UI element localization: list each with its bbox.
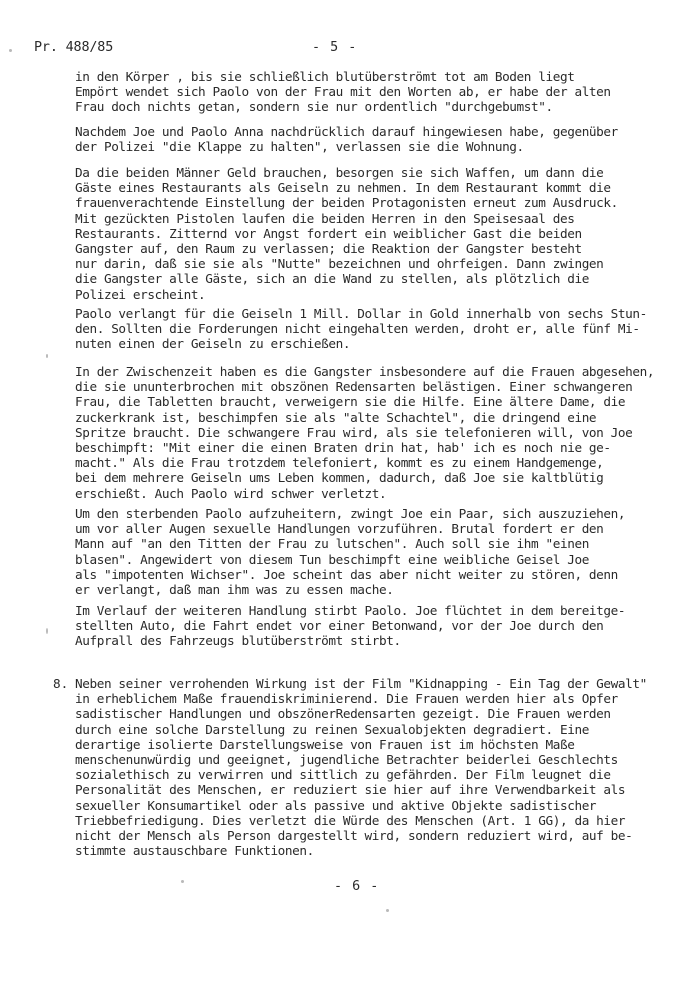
text-line: stimmte austauschbare Funktionen. [75, 843, 314, 859]
paragraph-1 [75, 69, 645, 115]
text-line: menschenunwürdig und geeignet, jugendliche Betrachter beiderlei Geschlechts [75, 752, 618, 768]
paragraph-6 [75, 506, 645, 597]
text-line: Personalität des Menschen, er reduziert sie hier auf ihre Verwendbarkeit als [75, 782, 626, 798]
page-footer-number: - 6 - [334, 879, 380, 894]
text-line: blasen". Angewidert von diesem Tun beschimpft eine weibliche Geisel Joe [75, 551, 589, 567]
text-line: der Polizei "die Klappe zu halten", verlassen sie die Wohnung. [75, 139, 524, 155]
text-line: nuten einen der Geiseln zu erschießen. [75, 336, 351, 352]
text-line: die Gangster alle Gäste, sich an die Wand zu stellen, als plötzlich die [75, 271, 589, 287]
text-line: Gäste eines Restaurants als Geiseln zu nehmen. In dem Restaurant kommt die [75, 180, 611, 196]
text-line: er verlangt, daß man ihm was zu essen mache. [75, 582, 394, 598]
text-line: frauenverachtende Einstellung der beiden Protagonisten erneut zum Ausdruck. [75, 195, 618, 211]
scan-speck [386, 909, 389, 912]
paragraph-2 [75, 124, 645, 154]
text-line: derartige isolierte Darstellungsweise von Frauen ist im höchsten Maße [75, 736, 575, 752]
text-line: bei dem mehrere Geiseln ums Leben kommen, dadurch, daß Joe sie kaltblütig [75, 470, 604, 486]
scan-speck [9, 49, 12, 52]
text-line: Triebbefriedigung. Dies verletzt die Würde des Menschen (Art. 1 GG), da hier [75, 812, 626, 828]
text-line: zuckerkrank ist, beschimpfen sie als "alte Schachtel", die dringend eine [75, 409, 597, 425]
section-8-paragraph [75, 676, 645, 858]
text-line: in erheblichem Maße frauendiskriminierend. Die Frauen werden hier als Opfer [75, 691, 618, 707]
paragraph-7 [75, 603, 645, 649]
text-line: Um den sterbenden Paolo aufzuheitern, zwingt Joe ein Paar, sich auszuziehen, [75, 506, 626, 521]
page-header-reference: Pr. 488/85 [34, 40, 114, 55]
text-line: sozialethisch zu verwirren und sittlich zu gefährden. Der Film leugnet die [75, 767, 611, 783]
text-line: nur darin, daß sie sie als "Nutte" bezeichnen und ohrfeigen. Dann zwingen [75, 256, 604, 272]
text-line: sexueller Konsumartikel oder als passive und aktive Objekte sadistischer [75, 797, 597, 813]
text-line: beschimpft: "Mit einer die einen Braten drin hat, hab' ich es noch nie ge- [75, 440, 611, 456]
text-line: um vor aller Augen sexuelle Handlungen vorzuführen. Brutal fordert er den [75, 521, 604, 537]
text-line: Da die beiden Männer Geld brauchen, besorgen sie sich Waffen, um dann die [75, 165, 604, 180]
text-line: sadistischer Handlungen und obszönerRedensarten gezeigt. Die Frauen werden [75, 706, 611, 722]
text-line: Im Verlauf der weiteren Handlung stirbt Paolo. Joe flüchtet in dem bereitge- [75, 603, 626, 618]
text-line: durch eine solche Darstellung zu reinen Sexualobjekten degradiert. Eine [75, 721, 589, 737]
text-line: In der Zwischenzeit haben es die Gangster insbesondere auf die Frauen abgesehen, [75, 364, 655, 379]
text-line: den. Sollten die Forderungen nicht eingehalten werden, droht er, alle fünf Mi- [75, 321, 640, 337]
text-line: die sie ununterbrochen mit obszönen Redensarten belästigen. Einer schwangeren [75, 379, 633, 395]
page-header-number: - 5 - [312, 40, 358, 55]
text-line: Nachdem Joe und Paolo Anna nachdrücklich darauf hingewiesen habe, gegenüber [75, 124, 618, 139]
text-line: Empört wendet sich Paolo von der Frau mit den Worten ab, er habe der alten [75, 84, 611, 100]
text-line: Restaurants. Zitternd vor Angst fordert ein weiblicher Gast die beiden [75, 225, 582, 241]
scan-speck [181, 880, 184, 883]
text-line: Gangster auf, den Raum zu verlassen; die Reaktion der Gangster besteht [75, 241, 582, 257]
scan-speck [46, 628, 48, 634]
text-line: Frau, die Tabletten braucht, verweigern sie die Hilfe. Eine ältere Dame, die [75, 394, 626, 410]
text-line: Mann auf "an den Titten der Frau zu lutschen". Auch soll sie ihm "einen [75, 536, 589, 552]
text-line: Frau doch nichts getan, sondern sie nur ordentlich "durchgebumst". [75, 99, 553, 115]
text-line: Paolo verlangt für die Geiseln 1 Mill. Dollar in Gold innerhalb von sechs Stun- [75, 306, 647, 321]
text-line: erschießt. Auch Paolo wird schwer verletzt. [75, 485, 387, 501]
paragraph-5 [75, 364, 655, 501]
text-line: Aufprall des Fahrzeugs blutüberströmt stirbt. [75, 633, 401, 649]
text-line: stellten Auto, die Fahrt endet vor einer Betonwand, vor der Joe durch den [75, 618, 604, 634]
text-line: als "impotenten Wichser". Joe scheint das aber nicht weiter zu stören, denn [75, 566, 618, 582]
text-line: nicht der Mensch als Person dargestellt wird, sondern reduziert wird, auf be- [75, 828, 633, 844]
text-line: Neben seiner verrohenden Wirkung ist der Film "Kidnapping - Ein Tag der Gewalt" [75, 676, 647, 691]
text-line: macht." Als die Frau trotzdem telefoniert, kommt es zu einem Handgemenge, [75, 455, 604, 471]
text-line: Polizei erscheint. [75, 286, 206, 302]
section-number: 8. [53, 676, 69, 691]
paragraph-3 [75, 165, 645, 302]
text-line: in den Körper , bis sie schließlich blutüberströmt tot am Boden liegt [75, 69, 575, 84]
scan-speck [46, 354, 48, 358]
text-line: Mit gezückten Pistolen laufen die beiden Herren in den Speisesaal des [75, 210, 575, 226]
paragraph-4 [75, 306, 645, 352]
text-line: Spritze braucht. Die schwangere Frau wird, als sie telefonieren will, von Joe [75, 424, 633, 440]
